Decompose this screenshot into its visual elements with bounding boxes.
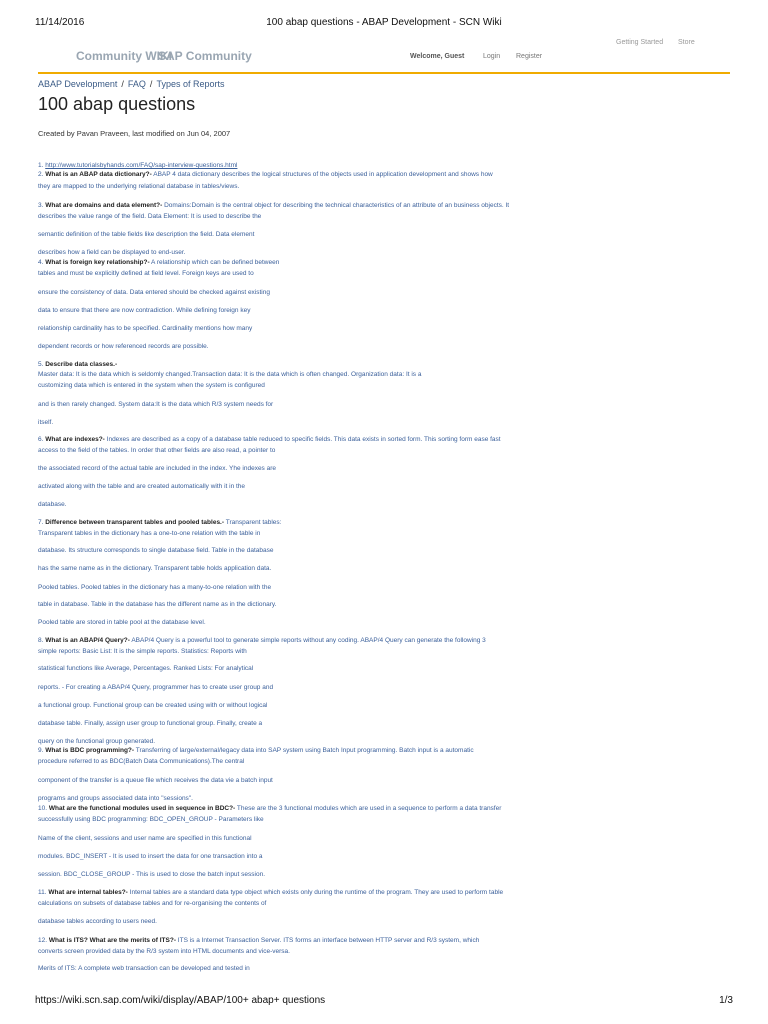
answer-line: the associated record of the actual table are included in the index. Yhe indexes are bbox=[38, 465, 277, 472]
item-number: 3. bbox=[38, 202, 44, 209]
question-7 bbox=[38, 519, 281, 527]
register-link[interactable]: Register bbox=[516, 53, 543, 60]
answer-line: modules. BDC_INSERT - It is used to insert the data for one transaction into a bbox=[38, 853, 263, 860]
answer-line: customizing data which is entered in the system when the system is configured bbox=[38, 382, 265, 389]
answer-line: relationship cardinality has to be specified. Cardinality mentions how many bbox=[38, 325, 253, 332]
question-text: What are indexes?- bbox=[45, 436, 105, 443]
question-4 bbox=[38, 259, 279, 267]
welcome-text: Welcome, Guest bbox=[410, 53, 465, 60]
answer-line: statistical functions like Average, Percentages. Ranked Lists: For analytical bbox=[38, 665, 254, 672]
answer-line: Name of the client, sessions and user name are specified in this functional bbox=[38, 835, 252, 842]
item-number: 7. bbox=[38, 519, 44, 526]
answer-line: semantic definition of the table fields like description the field. Data element bbox=[38, 231, 255, 238]
breadcrumb-faq[interactable]: FAQ bbox=[127, 79, 146, 89]
answer-text: Internal tables are a standard data type object which exists only during the runtime of the program. They are used to perform table bbox=[127, 889, 504, 896]
question-text: What is BDC programming?- bbox=[45, 747, 135, 754]
breadcrumb bbox=[38, 79, 224, 89]
print-page-number: 1/3 bbox=[719, 995, 733, 1006]
answer-line: calculations on subsets of database tables and for re-organising the contents of bbox=[38, 900, 267, 907]
breadcrumb-separator: / bbox=[121, 79, 124, 89]
print-header bbox=[35, 17, 733, 31]
answer-line: successfully using BDC programming: BDC_OPEN_GROUP - Parameters like bbox=[38, 816, 264, 823]
sap-community-link[interactable]: SAP Community bbox=[158, 49, 252, 63]
answer-line: component of the transfer is a queue file which receives the data vie a batch input bbox=[38, 777, 273, 784]
header-divider bbox=[38, 72, 730, 74]
item-number: 8. bbox=[38, 637, 44, 644]
item-number: 12. bbox=[38, 937, 48, 944]
answer-text: Transferring of large/external/legacy data into SAP system using Batch Input programming. Batch input is a automatic bbox=[134, 747, 474, 754]
item-number: 2. bbox=[38, 171, 44, 178]
answer-text: A relationship which can be defined between bbox=[149, 259, 280, 266]
question-text: What is foreign key relationship?- bbox=[45, 259, 150, 266]
answer-line: Pooled table are stored in table pool at the database level. bbox=[38, 619, 206, 626]
print-footer bbox=[35, 995, 733, 1009]
community-wiki-link[interactable]: Community WIKI bbox=[76, 49, 172, 63]
print-title: 100 abap questions - ABAP Development - SCN Wiki bbox=[266, 17, 502, 28]
answer-text: ABAP/4 Query is a powerful tool to generate simple reports without any coding. ABAP/4 Query can generate the following 3 bbox=[129, 637, 486, 644]
answer-line: Master data: It is the data which is seldomly changed.Transaction data: It is the data which is often changed. Organization data: It is a bbox=[38, 371, 422, 378]
question-text: What are the functional modules used in sequence in BDC?- bbox=[48, 805, 236, 812]
answer-line: access to the field of the tables. In order that other fields are also read, a pointer to bbox=[38, 447, 276, 454]
page-title: 100 abap questions bbox=[38, 94, 196, 114]
question-text: What are internal tables?- bbox=[48, 889, 128, 896]
question-11 bbox=[38, 889, 503, 897]
answer-line: procedure referred to as BDC(Batch Data Communications).The central bbox=[38, 758, 245, 765]
item-number: 9. bbox=[38, 747, 44, 754]
answer-text: ITS is a Internet Transaction Server. ITS forms an interface between HTTP server and R/3 system, which bbox=[175, 937, 480, 944]
question-text: What is ITS? What are the merits of ITS?- bbox=[48, 937, 176, 944]
answer-line: reports. - For creating a ABAP/4 Query, programmer has to create user group and bbox=[38, 684, 274, 691]
item-number: 4. bbox=[38, 259, 44, 266]
question-12 bbox=[38, 937, 479, 945]
breadcrumb-types-of-reports[interactable]: Types of Reports bbox=[156, 79, 225, 89]
item-number: 6. bbox=[38, 436, 44, 443]
answer-line: Pooled tables. Pooled tables in the dictionary has a many-to-one relation with the bbox=[38, 584, 272, 591]
page-byline: Created by Pavan Praveen, last modified on Jun 04, 2007 bbox=[38, 129, 231, 138]
question-8 bbox=[38, 637, 486, 645]
store-link[interactable]: Store bbox=[678, 39, 695, 46]
breadcrumb-separator: / bbox=[149, 79, 153, 89]
answer-line: dependent records or how referenced records are possible. bbox=[38, 343, 209, 350]
answer-text: Domains:Domain is the central object for describing the technical characteristics of an attribute of an business objects. It bbox=[162, 202, 510, 209]
answer-line: database tables according to users need. bbox=[38, 918, 157, 925]
answer-line: Transparent tables in the dictionary has a one-to-one relation with the table in bbox=[38, 530, 261, 537]
item-number: 10. bbox=[38, 805, 48, 812]
question-1 bbox=[38, 162, 237, 170]
question-9 bbox=[38, 747, 474, 755]
question-text: What is an ABAP data dictionary?- bbox=[45, 171, 152, 178]
print-date: 11/14/2016 bbox=[35, 17, 85, 28]
answer-line: converts screen provided data by the R/3 system into HTML documents and vice-versa. bbox=[38, 948, 290, 955]
item-number: 1. bbox=[38, 162, 44, 169]
answer-text: These are the 3 functional modules which are used in a sequence to perform a data transfer bbox=[235, 805, 502, 812]
question-text: What are domains and data element?- bbox=[45, 202, 163, 209]
answer-text: Transparent tables: bbox=[224, 519, 282, 526]
answer-line: programs and groups associated data into "sessions". bbox=[38, 795, 193, 802]
question-10 bbox=[38, 805, 501, 813]
question-2 bbox=[38, 171, 493, 179]
answer-line: database. bbox=[38, 501, 67, 508]
reference-link[interactable]: http://www.tutorialsbyhands.com/FAQ/sap-interview-questions.html bbox=[45, 162, 238, 169]
answer-line: database table. Finally, assign user group to functional group. Finally, create a bbox=[38, 720, 263, 727]
answer-line: table in database. Table in the database has the different name as in the dictionary. bbox=[38, 601, 277, 608]
answer-line: activated along with the table and are created automatically with it in the bbox=[38, 483, 246, 490]
question-6 bbox=[38, 436, 501, 444]
answer-line: describes the value range of the field. Data Element: It is used to describe the bbox=[38, 213, 262, 220]
answer-line: Merits of ITS: A complete web transaction can be developed and tested in bbox=[38, 965, 250, 972]
answer-line: ensure the consistency of data. Data entered should be checked against existing bbox=[38, 289, 270, 296]
question-3 bbox=[38, 202, 509, 210]
print-url: https://wiki.scn.sap.com/wiki/display/ABAP/100+ abap+ questions bbox=[35, 995, 326, 1006]
answer-line: itself. bbox=[38, 419, 54, 426]
breadcrumb-abap-development[interactable]: ABAP Development bbox=[38, 79, 118, 89]
login-link[interactable]: Login bbox=[483, 53, 501, 60]
item-number: 5. bbox=[38, 361, 44, 368]
answer-line: tables and must be explicitly defined at field level. Foreign keys are used to bbox=[38, 270, 254, 277]
answer-text: Indexes are described as a copy of a database table reduced to specific fields. This data exists in sorted form. This sorting form ease fast bbox=[104, 436, 501, 443]
question-text: Difference between transparent tables and pooled tables.- bbox=[45, 519, 225, 526]
answer-line: and is then rarely changed. System data:It is the data which R/3 system needs for bbox=[38, 401, 274, 408]
answer-line: describes how a field can be displayed to end-user. bbox=[38, 249, 186, 256]
question-text: What is an ABAP/4 Query?- bbox=[45, 637, 130, 644]
answer-text: ABAP 4 data dictionary describes the logical structures of the objects used in application development and shows how bbox=[151, 171, 493, 178]
answer-line: data to ensure that there are now contradiction. While defining foreign key bbox=[38, 307, 251, 314]
answer-line: query on the functional group generated. bbox=[38, 738, 156, 745]
answer-line: session. BDC_CLOSE_GROUP - This is used to close the batch input session. bbox=[38, 871, 266, 878]
answer-line: has the same name as in the dictionary. Transparent table holds application data. bbox=[38, 565, 272, 572]
answer-line: they are mapped to the underlying relational database in tables/views. bbox=[38, 183, 240, 190]
answer-line: simple reports: Basic List: It is the simple reports. Statistics: Reports with bbox=[38, 648, 247, 655]
answer-line: a functional group. Functional group can be created using with or without logical bbox=[38, 702, 268, 709]
getting-started-link[interactable]: Getting Started bbox=[616, 39, 664, 46]
question-text: Describe data classes.- bbox=[45, 361, 118, 368]
item-number: 11. bbox=[38, 889, 47, 896]
answer-line: database. Its structure corresponds to single database field. Table in the database bbox=[38, 547, 274, 554]
question-5 bbox=[38, 361, 117, 369]
